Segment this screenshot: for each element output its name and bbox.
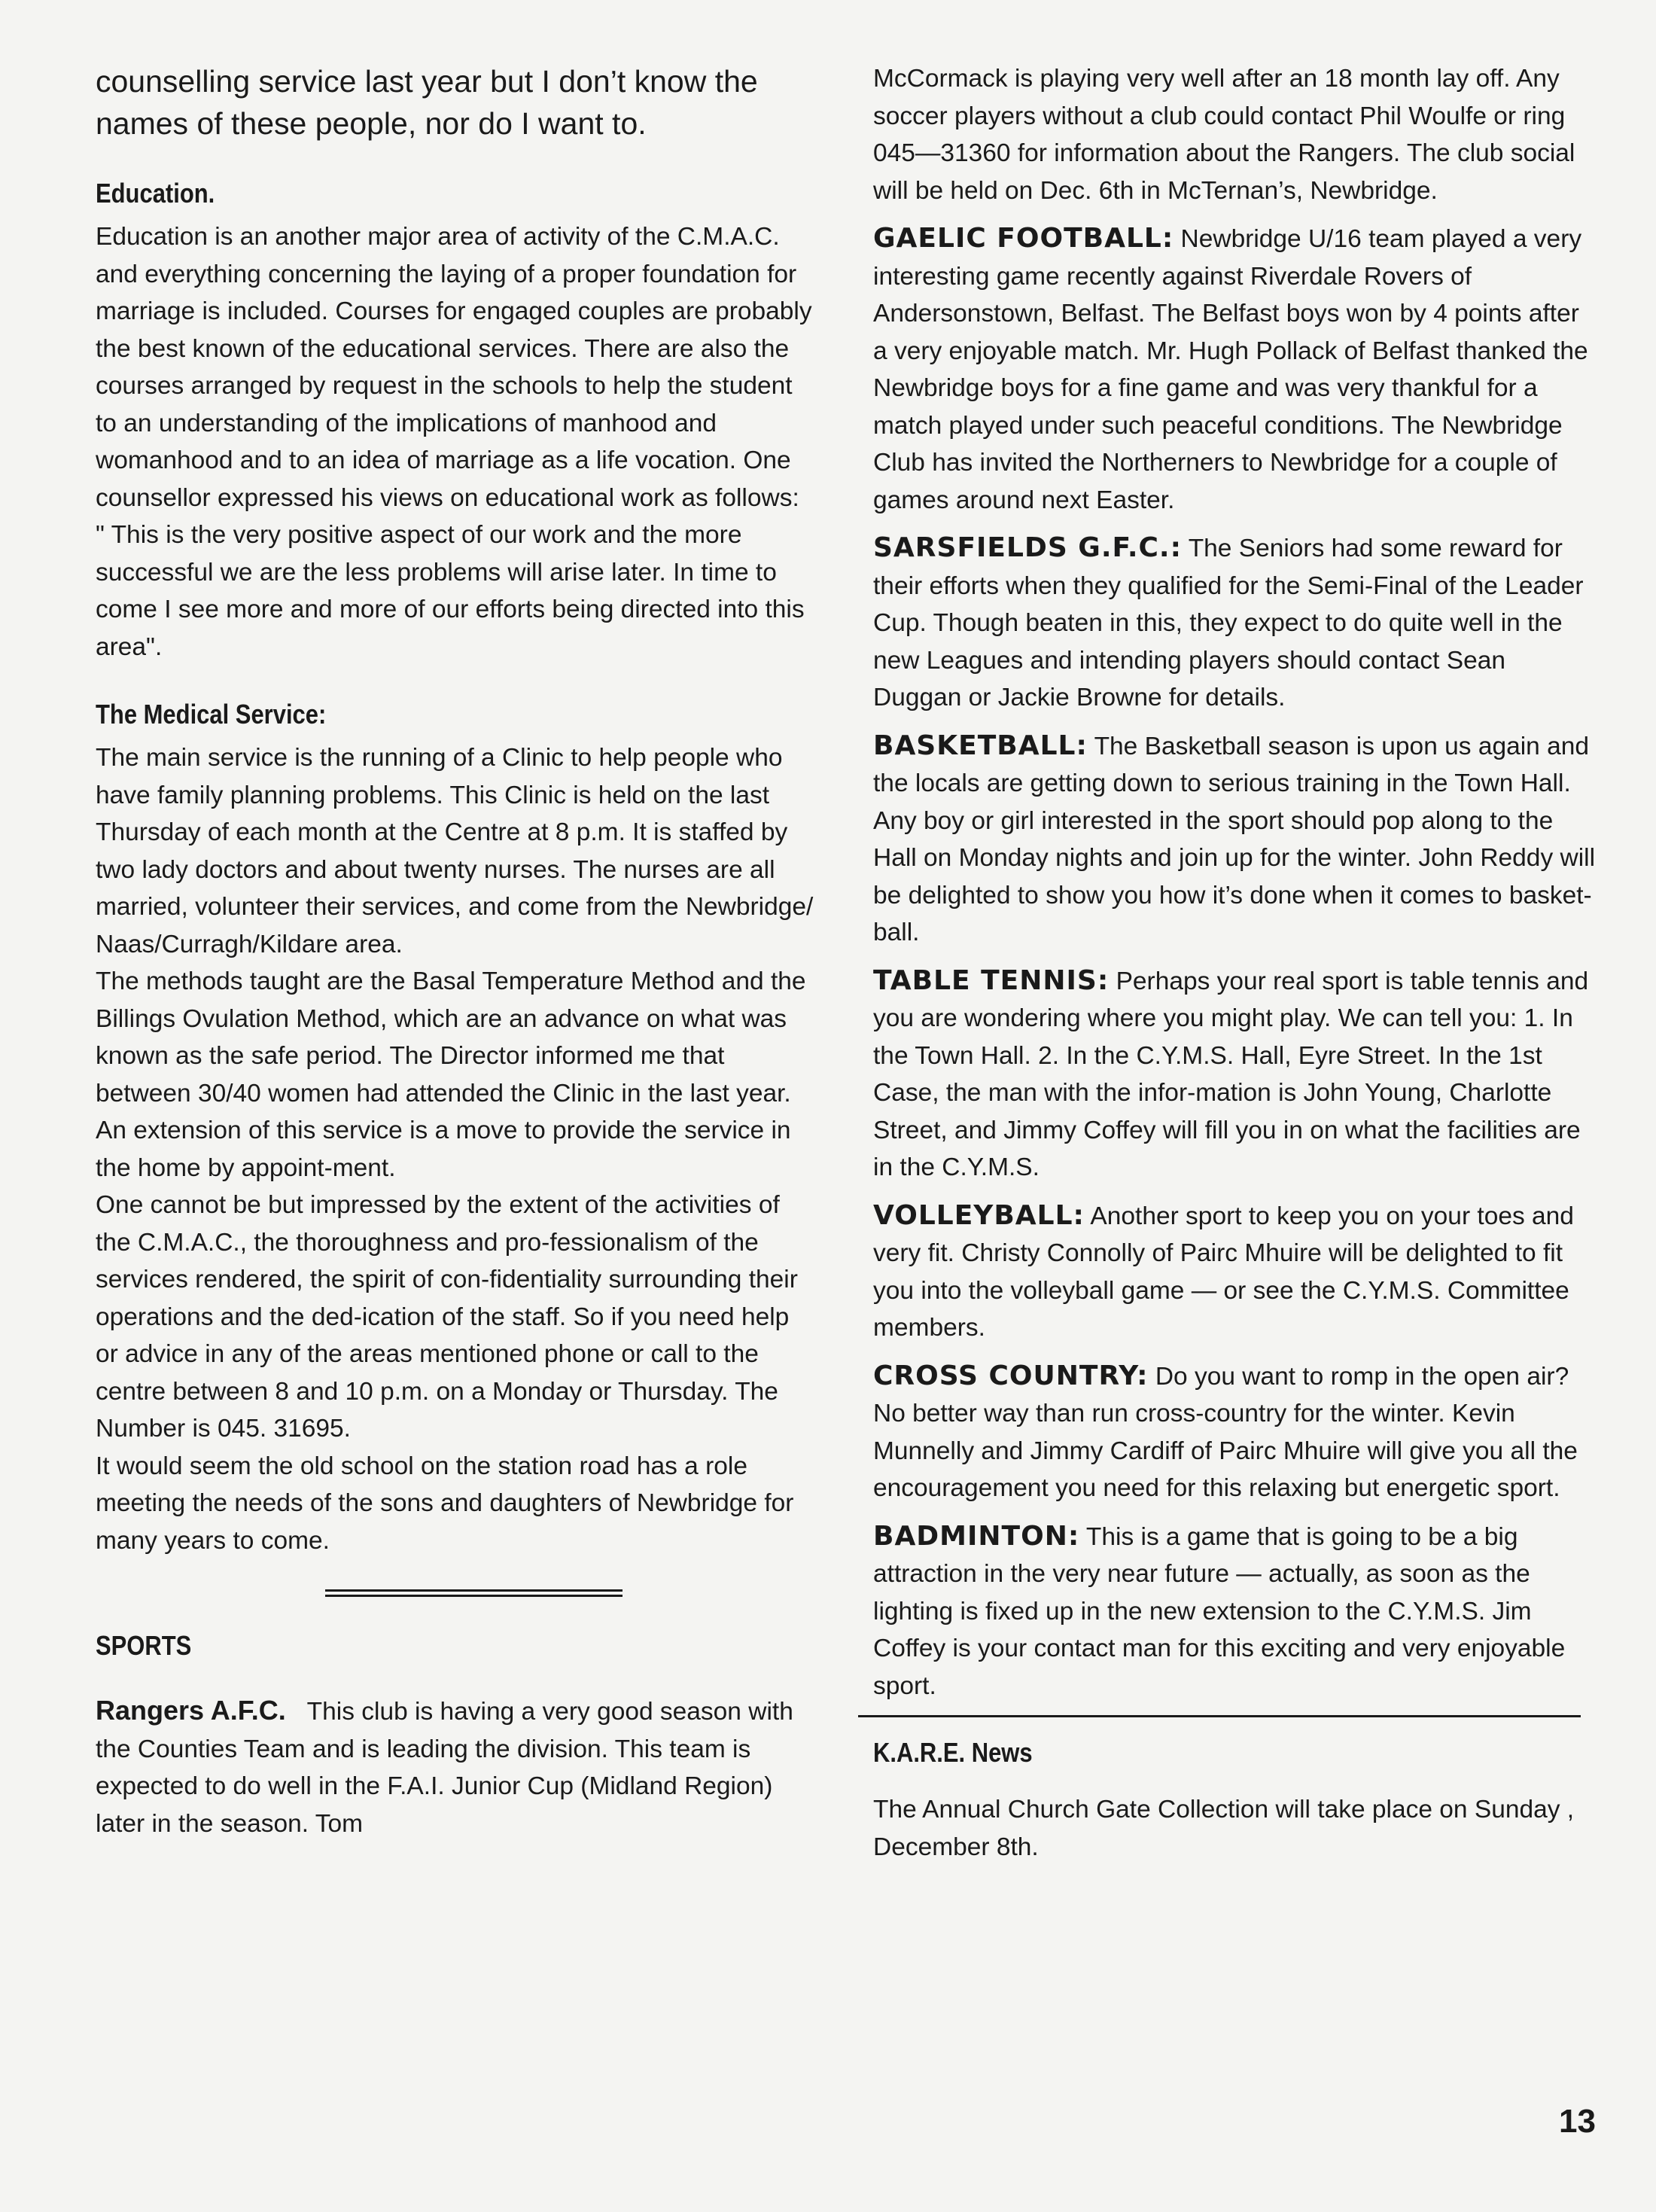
basketball-body: The Basketball season is upon us again and the locals are getting down to serious training in the Town Hall. Any boy or girl interested in the sport should pop along to the Hall on Monday nights and join up for the winter. John Reddy will be delighted to show you how it’s done when it comes to basket-ball.: [873, 732, 1596, 946]
rangers-body: This club is having a very good season with the Counties Team and is leading the division. This team is expected to do well in the F.A.I. Junior Cup (Midland Region) later in the season. Tom: [96, 1698, 793, 1838]
gaelic-football-body: Newbridge U/16 team played a very interesting game recently against Riverdale Rovers of Andersonstown, Belfast. The Belfast boys won by 4 points after a very enjoyable match. Mr. Hugh Pollack of Belfast thanked the Newbridge boys for a fine game and was very thankful for a match played under such peaceful conditions. The Newbridge Club has invited the Northerners to Newbridge for a couple of games around next Easter.: [873, 225, 1588, 514]
kare-divider: [858, 1715, 1581, 1717]
section-divider: [325, 1589, 623, 1597]
medical-paragraph-3: One cannot be but impressed by the extent of the activities of the C.M.A.C., the thoroughness and pro-fessionalism of the services rendered, the spirit of con-fidentiality surrounding their operations and the ded-ication of the staff. So if you need help or advice in any of the areas mentioned phone or call to the centre between 8 and 10 p.m. on a Monday or Thursday. The Number is 045. 31695.: [96, 1191, 798, 1443]
rangers-continued: McCormack is playing very well after an 18 month lay off. Any soccer players without a club could contact Phil Woulfe or ring 045—31360 for information about the Rangers. The club social will be held on Dec. 6th in McTernan’s, Newbridge.: [873, 65, 1575, 205]
badminton-body: This is a game that is going to be a big attraction in the very near future — actually, as soon as the lighting is fixed up in the new extension to the C.Y.M.S. Jim Coffey is your contact man for this exciting and very enjoyable sport.: [873, 1522, 1566, 1700]
medical-paragraph-4: It would seem the old school on the station road has a role meeting the needs of the sons and daughters of Newbridge for many years to come.: [96, 1452, 794, 1555]
page-number: 13: [1559, 2103, 1596, 2140]
sports-heading: SPORTS: [96, 1630, 192, 1661]
table-tennis-body: Perhaps your real sport is table tennis and you are wondering where you might play. We can tell you: 1. In the Town Hall. 2. In the C.Y.M.S. Hall, Eyre Street. In the 1st Case, the man with the infor-mation is John Young, Charlotte Street, and Jimmy Coffey will fill you in on what the facilities are in the C.Y.M.S.: [873, 967, 1589, 1181]
kare-body: The Annual Church Gate Collection will take place on Sunday , December 8th.: [873, 1796, 1575, 1861]
sarsfields-item: [873, 529, 1596, 717]
sports-section: [96, 1627, 814, 1842]
gaelic-football-item: [873, 220, 1596, 519]
lead-paragraph: counselling service last year but I don’t know the names of these people, nor do I want to.: [96, 64, 758, 141]
right-column: [873, 60, 1596, 1866]
badminton-item: [873, 1518, 1596, 1705]
gaelic-football-heading: GAELIC FOOTBALL:: [873, 223, 1174, 254]
sarsfields-body: The Seniors had some reward for their efforts when they qualified for the Semi-Final of the Leader Cup. Though beaten in this, they expect to do quite well in the new Leagues and intending players should contact Sean Duggan or Jackie Browne for details.: [873, 535, 1584, 711]
sarsfields-heading: SARSFIELDS G.F.C.:: [873, 532, 1182, 563]
education-body: Education is an another major area of activity of the C.M.A.C. and everything concerning the laying of a proper foundation for marriage is included. Courses for engaged couples are probably the best known of the educational services. There are also the courses arranged by request in the schools to help the student to an understanding of the implications of manhood and womanhood and to an idea of marriage as a life vocation. One counsellor expressed his views on educational work as follows: " This is the very positive aspect of our work and the more successful we are the less problems will arise later. In time to come I see more and more of our efforts being directed into this area".: [96, 223, 812, 661]
volleyball-body: Another sport to keep you on your toes and very fit. Christy Connolly of Pairc Mhuire will be delighted to fit you into the volleyball game — or see the C.Y.M.S. Committee members.: [873, 1202, 1574, 1342]
badminton-heading: BADMINTON:: [873, 1520, 1080, 1552]
medical-paragraph-1: The main service is the running of a Clinic to help people who have family planning problems. This Clinic is held on the last Thursday of each month at the Centre at 8 p.m. It is staffed by two lady doctors and about twenty nurses. The nurses are all married, volunteer their services, and come from the Newbridge/ Naas/Curragh/Kildare area.: [96, 744, 814, 958]
basketball-item: [873, 727, 1596, 952]
medical-heading: The Medical Service:: [96, 699, 327, 730]
kare-heading: K.A.R.E. News: [873, 1737, 1033, 1768]
volleyball-item: [873, 1197, 1596, 1347]
left-column: [96, 60, 814, 1872]
rangers-heading: Rangers A.F.C.: [96, 1695, 286, 1726]
medical-paragraph-2: The methods taught are the Basal Temperature Method and the Billings Ovulation Method, which are an advance on what was known as the safe period. The Director informed me that between 30/40 women had attended the Clinic in the last year. An extension of this service is a move to provide the service in the home by appoint-ment.: [96, 967, 806, 1182]
medical-section: [96, 696, 814, 1559]
basketball-heading: BASKETBALL:: [873, 730, 1088, 761]
table-tennis-item: [873, 962, 1596, 1187]
volleyball-heading: VOLLEYBALL:: [873, 1199, 1085, 1231]
cross-country-item: [873, 1357, 1596, 1507]
rangers-paragraph: [96, 1692, 814, 1842]
education-section: [96, 175, 814, 666]
cross-country-heading: CROSS COUNTRY:: [873, 1360, 1149, 1391]
education-heading: Education.: [96, 178, 215, 209]
cross-country-body: Do you want to romp in the open air? No better way than run cross-country for the winter. Kevin Munnelly and Jimmy Cardiff of Pairc Mhuire will give you all the encouragement you need for this relaxing but energetic sport.: [873, 1362, 1578, 1502]
table-tennis-heading: TABLE TENNIS:: [873, 964, 1110, 996]
